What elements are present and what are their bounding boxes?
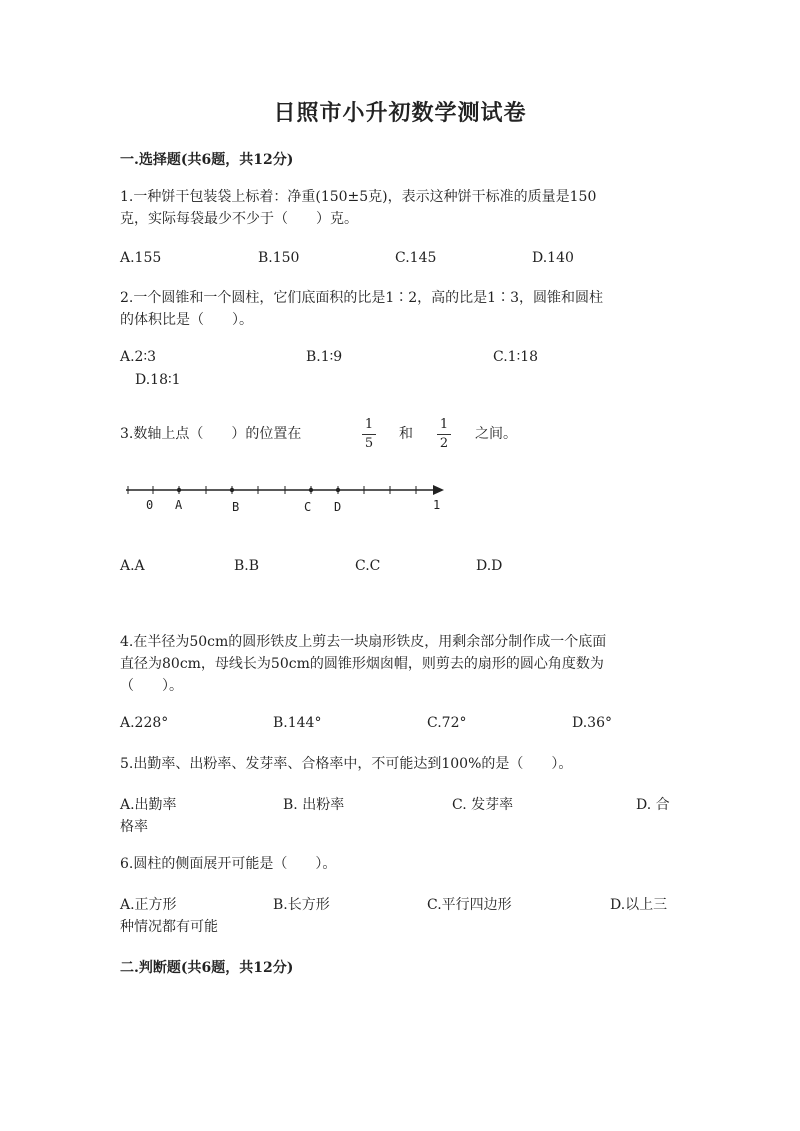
question-2-line-1: 2.一个圆锥和一个圆柱，它们底面积的比是1∶2，高的比是1∶3，圆锥和圆柱 (120, 290, 603, 306)
label-one: 1 (433, 498, 441, 512)
question-4-line-1: 4.在半径为50cm的圆形铁皮上剪去一块扇形铁皮，用剩余部分制作成一个底面 (120, 634, 607, 650)
question-4-option-b[interactable]: B.144° (273, 715, 322, 731)
question-3-option-d[interactable]: D.D (476, 558, 503, 574)
question-5-option-b[interactable]: B. 出粉率 (283, 797, 345, 813)
question-2-option-d[interactable]: D.18∶1 (135, 372, 181, 388)
label-c: C (304, 500, 312, 514)
question-1-option-a[interactable]: A.155 (120, 250, 162, 266)
question-5-option-c[interactable]: C. 发芽率 (452, 797, 514, 813)
question-4-line-3: （ ）。 (120, 678, 183, 694)
question-4-option-a[interactable]: A.228° (120, 715, 169, 731)
point-c-dot (309, 488, 313, 492)
point-a-dot (177, 488, 181, 492)
question-6-option-d-wrap: 种情况都有可能 (120, 919, 218, 935)
label-b: B (232, 500, 240, 514)
number-line (120, 478, 450, 518)
label-a: A (175, 498, 183, 512)
point-b-dot (230, 488, 234, 492)
point-d-dot (336, 488, 340, 492)
question-1-option-d[interactable]: D.140 (532, 250, 574, 266)
fraction-one-half (437, 418, 451, 451)
fraction-bar (362, 434, 376, 435)
question-3-text-after: 之间。 (475, 426, 517, 442)
question-3-text-middle: 和 (399, 426, 413, 442)
question-6-option-b[interactable]: B.长方形 (273, 897, 330, 913)
question-1-line-1: 1.一种饼干包装袋上标着：净重(150±5克)，表示这种饼干标准的质量是150 (120, 189, 597, 205)
section-heading-choice: 一.选择题(共6题，共12分) (120, 152, 294, 168)
fraction-one-half-numerator: 1 (439, 417, 449, 432)
question-6-option-a[interactable]: A.正方形 (120, 897, 177, 913)
question-1-option-c[interactable]: C.145 (395, 250, 437, 266)
question-6-line-1: 6.圆柱的侧面展开可能是（ ）。 (120, 856, 337, 872)
question-6-option-c[interactable]: C.平行四边形 (427, 897, 512, 913)
question-1-option-b[interactable]: B.150 (258, 250, 300, 266)
fraction-one-fifth (362, 418, 376, 451)
question-2-option-c[interactable]: C.1∶18 (493, 349, 539, 365)
question-5-line-1: 5.出勤率、出粉率、发芽率、合格率中，不可能达到100%的是（ ）。 (120, 756, 573, 772)
label-zero: 0 (146, 498, 154, 512)
question-2-line-2: 的体积比是（ ）。 (120, 312, 253, 328)
question-1-line-2: 克，实际每袋最少不少于（ ）克。 (120, 211, 358, 227)
question-3-option-c[interactable]: C.C (355, 558, 381, 574)
question-5-option-d-wrap: 格率 (120, 819, 148, 835)
question-4-line-2: 直径为80cm，母线长为50cm的圆锥形烟囱帽，则剪去的扇形的圆心角度数为 (120, 656, 604, 672)
question-5-option-d[interactable]: D. 合 (636, 797, 670, 813)
fraction-one-fifth-denominator: 5 (364, 436, 374, 451)
section-heading-judgement: 二.判断题(共6题，共12分) (120, 960, 294, 976)
label-d: D (334, 500, 342, 514)
question-6-option-d[interactable]: D.以上三 (610, 897, 668, 913)
question-3-option-b[interactable]: B.B (234, 558, 260, 574)
question-2-option-a[interactable]: A.2∶3 (120, 349, 157, 365)
question-3-text-before: 3.数轴上点（ ）的位置在 (120, 426, 302, 442)
number-line-arrow (433, 485, 444, 495)
question-2-option-b[interactable]: B.1∶9 (306, 349, 343, 365)
question-4-option-c[interactable]: C.72° (427, 715, 467, 731)
page-title: 日照市小升初数学测试卷 (273, 100, 527, 126)
question-3-option-a[interactable]: A.A (120, 558, 145, 574)
question-4-option-d[interactable]: D.36° (572, 715, 612, 731)
fraction-one-fifth-numerator: 1 (364, 417, 374, 432)
fraction-one-half-denominator: 2 (439, 436, 449, 451)
fraction-bar (437, 434, 451, 435)
question-5-option-a[interactable]: A.出勤率 (120, 797, 177, 813)
